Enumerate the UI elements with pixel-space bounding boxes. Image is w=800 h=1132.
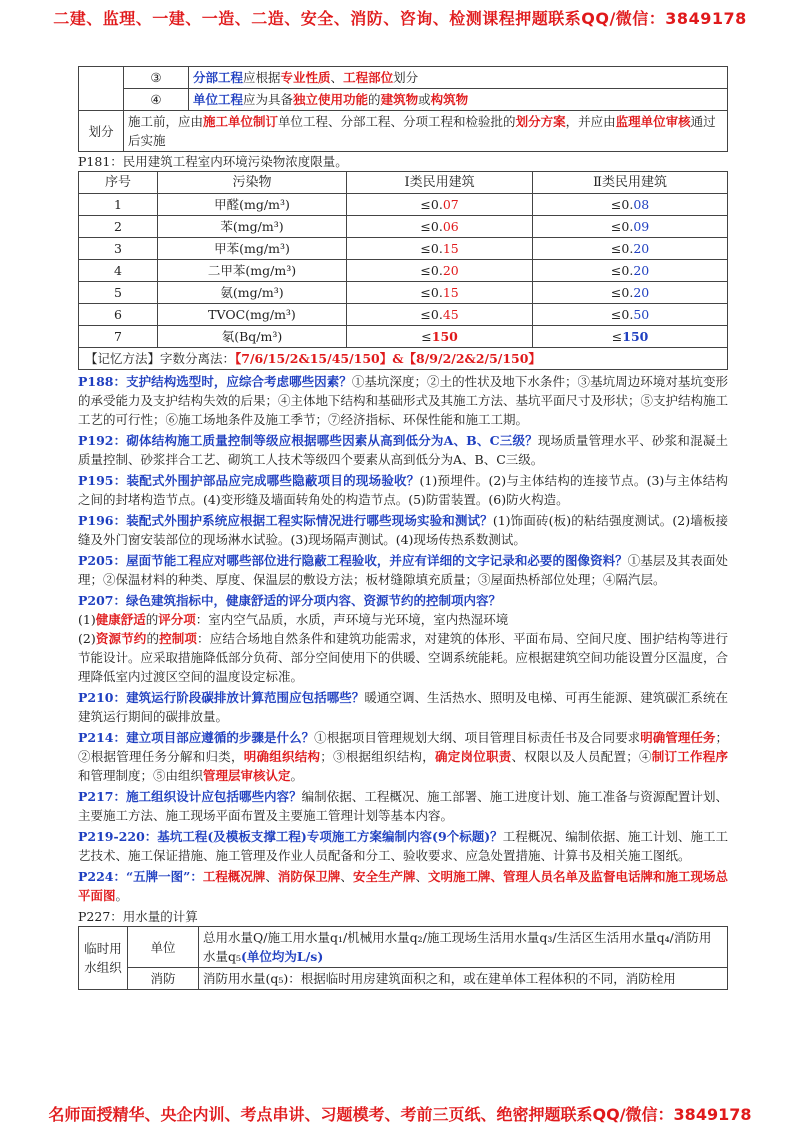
table-row: 1 甲醛(mg/m³) ≤0.07 ≤0.08 — [79, 194, 728, 216]
promo-footer: 名师面授精华、央企内训、考点串讲、习题模考、考前三页纸、绝密押题联系QQ/微信：3849178 — [48, 1105, 752, 1124]
table-header-row — [79, 172, 728, 194]
p224-item: P224：“五牌一图”：工程概况牌、消防保卫牌、安全生产牌、文明施工牌、管理人员名单及监督电话牌和施工现场总平面图。 — [78, 869, 729, 903]
qa-item: P188：支护结构选型时，应综合考虑哪些因素？①基坑深度；②土的性状及地下水条件；③基坑周边环境对基坑变形的承受能力及支护结构失效的后果；④主体地下结构和基础形式及其施工方法、基坑平面尺寸及形状；⑤支护结构施工工艺的可行性；⑥施工场地条件及施工季节；⑦经济指标、环保性能和施工工期。 — [78, 374, 729, 427]
promo-header: 二建、监理、一建、一造、二造、安全、消防、咨询、检测课程押题联系QQ/微信：3849178 — [53, 9, 747, 28]
p181-title: P181：民用建筑工程室内环境污染物浓度限量。 — [78, 154, 348, 169]
division-row-4: 单位工程应为具备独立使用功能的建筑物或构筑物 — [189, 89, 728, 111]
row-content: 消防用水量(q₅)：根据临时用房建筑面积之和，或在建单体工程体积的不同，消防栓用 — [199, 968, 728, 990]
qa-item: P217：施工组织设计应包括哪些内容？编制依据、工程概况、施工部署、施工进度计划、施工准备与资源配置计划、主要施工方法、施工现场平面布置及主要施工管理计划等基本内容。 — [78, 789, 728, 823]
col-header: Ⅰ类民用建筑 — [347, 172, 533, 194]
table-row — [79, 111, 728, 152]
table-row: 7 氡(Bq/m³) ≤150 ≤150 — [79, 326, 728, 348]
p207-question: P207：绿色建筑指标中，健康舒适的评分项内容、资源节约的控制项内容？ — [78, 593, 501, 608]
col-header: Ⅱ类民用建筑 — [533, 172, 728, 194]
qa-item: P210：建筑运行阶段碳排放计算范围应包括哪些？暖通空调、生活热水、照明及电梯、可再生能源、建筑碳汇系统在建筑运行期间的碳排放量。 — [78, 690, 728, 724]
table-row: 6 TVOC(mg/m³) ≤0.45 ≤0.50 — [79, 304, 728, 326]
row-label: 单位 — [128, 927, 199, 968]
table-row: 3 甲苯(mg/m³) ≤0.15 ≤0.20 — [79, 238, 728, 260]
pollutant-table — [78, 171, 728, 348]
row-number: ③ — [124, 67, 189, 89]
qa-item: P195：装配式外围护部品应完成哪些隐蔽项目的现场验收？(1)预埋件。(2)与主体结构的连接节点。(3)与主体结构之间的封堵构造节点。(4)变形缝及墙面转角处的构造节点。(5)防雷装置。(6)防火构造。 — [78, 473, 728, 507]
qa-item: P219-220：基坑工程(及模板支撑工程)专项施工方案编制内容(9个标题)？工程概况、编制依据、施工计划、施工工艺技术、施工保证措施、施工管理及作业人员配备和分工、验收要求、应急处置措施、计算书及相关施工图纸。 — [78, 829, 728, 863]
water-usage-table — [78, 926, 728, 990]
memory-method: 【记忆方法】字数分离法：【7/6/15/2&15/45/150】&【8/9/2/2&2/5/150】 — [78, 348, 728, 370]
qa-item: P205：屋面节能工程应对哪些部位进行隐蔽工程验收，并应有详细的文字记录和必要的图像资料？①基层及其表面处理；②保温材料的种类、厚度、保温层的敷设方法；板材缝隙填充质量；③屋面热桥部位处理；④隔汽层。 — [78, 553, 728, 587]
division-plan: 施工前，应由施工单位制订单位工程、分部工程、分项工程和检验批的划分方案，并应由监理单位审核通过后实施 — [124, 111, 728, 152]
qa-item: P192：砌体结构施工质量控制等级应根据哪些因素从高到低分为A、B、C三级？现场质量管理水平、砂浆和混凝土质量控制、砂浆拌合工艺、砌筑工人技术等级四个要素从高到低分为A、B、C三级。 — [78, 433, 728, 467]
table-row: 2 苯(mg/m³) ≤0.06 ≤0.09 — [79, 216, 728, 238]
row-group-label: 临时用水组织 — [79, 927, 128, 990]
p214-item: P214：建立项目部应遵循的步骤是什么？①根据项目管理规划大纲、项目管理目标责任书及合同要求明确管理任务；②根据管理任务分解和归类，明确组织结构；③根据组织结构，确定岗位职责、权限以及人员配置；④制订工作程序和管理制度；⑤由组织管理层审核认定。 — [78, 730, 728, 783]
qa-item: P196：装配式外围护系统应根据工程实际情况进行哪些现场实验和测试？(1)饰面砖(板)的粘结强度测试。(2)墙板接缝及外门窗安装部位的现场淋水试验。(3)现场隔声测试。(4)现场传热系数测试。 — [78, 513, 729, 547]
division-label: 划分 — [79, 111, 124, 152]
row-label: 消防 — [128, 968, 199, 990]
table-row: 5 氨(mg/m³) ≤0.15 ≤0.20 — [79, 282, 728, 304]
p207-line-2: (2)资源节约的控制项：应结合场地自然条件和建筑功能需求，对建筑的体形、平面布局、空间尺度、围护结构等进行节能设计。应采取措施降低部分负荷、部分空间使用下的供暖、空调系统能耗。应根据建筑空间功能设置分区温度，合理降低室内过渡区空间的温度设定标准。 — [78, 631, 729, 684]
p207-line-1: (1)健康舒适的评分项：室内空气品质，水质，声环境与光环境，室内热湿环境 — [78, 612, 509, 627]
col-header: 污染物 — [158, 172, 347, 194]
row-number: ④ — [124, 89, 189, 111]
p227-title: P227：用水量的计算 — [78, 909, 198, 924]
table-row: 4 二甲苯(mg/m³) ≤0.20 ≤0.20 — [79, 260, 728, 282]
row-content: 总用水量Q/施工用水量q₁/机械用水量q₂/施工现场生活用水量q₃/生活区生活用水量q₄/消防用水量q₅(单位均为L/s) — [199, 927, 728, 968]
table-row — [79, 927, 728, 968]
table-row — [79, 89, 728, 111]
table-row — [79, 968, 728, 990]
table-row — [79, 67, 728, 89]
division-table — [78, 66, 728, 152]
col-header: 序号 — [79, 172, 158, 194]
division-row-3: 分部工程应根据专业性质、工程部位划分 — [189, 67, 728, 89]
document-body — [78, 66, 728, 990]
